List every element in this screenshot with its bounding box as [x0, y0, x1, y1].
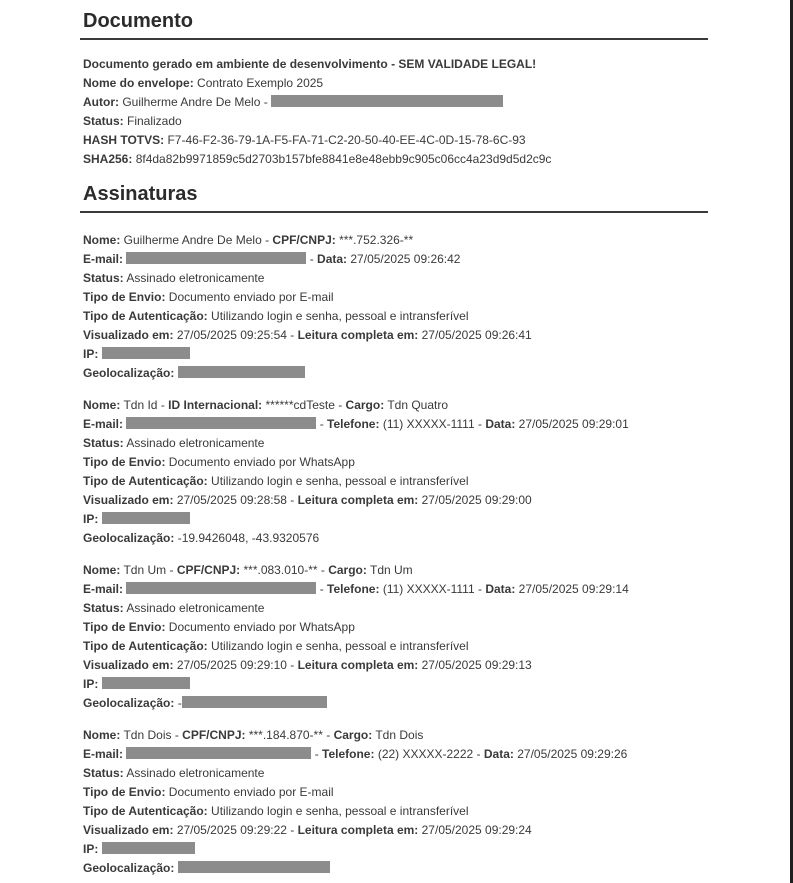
info-line: [80, 694, 708, 713]
field-value: ***.184.870-** -: [245, 728, 334, 742]
redacted-value: [102, 842, 195, 854]
field-label: Geolocalização:: [83, 531, 175, 545]
field-label: Status:: [83, 601, 124, 615]
signature-block: [80, 561, 708, 713]
field-label: IP:: [83, 677, 99, 691]
field-value: (11) XXXXX-1111 -: [379, 417, 486, 431]
field-value: -: [316, 582, 328, 596]
info-line: [80, 150, 708, 169]
info-line: [80, 288, 708, 307]
info-line: [80, 434, 708, 453]
field-label: Tipo de Envio:: [83, 620, 166, 634]
field-label: Nome do envelope:: [83, 76, 194, 90]
field-label: ID Internacional:: [168, 398, 263, 412]
field-value: Tdn Dois: [372, 728, 424, 742]
field-value: 27/05/2025 09:29:14: [515, 582, 629, 596]
field-label: Data:: [485, 417, 516, 431]
field-value: 27/05/2025 09:25:54 -: [173, 328, 298, 342]
field-label: Cargo:: [345, 398, 385, 412]
field-label: Telefone:: [327, 417, 380, 431]
field-label: Tipo de Autenticação:: [83, 309, 208, 323]
redacted-value: [102, 512, 190, 524]
field-value: (22) XXXXX-2222 -: [374, 747, 484, 761]
field-label: E-mail:: [83, 582, 124, 596]
info-line: [80, 269, 708, 288]
field-value: 27/05/2025 09:29:13: [418, 658, 532, 672]
info-line: [80, 396, 708, 415]
field-label: Telefone:: [322, 747, 375, 761]
field-label: Cargo:: [333, 728, 373, 742]
info-line: [80, 345, 708, 364]
field-label: Geolocalização:: [83, 366, 175, 380]
field-label: HASH TOTVS:: [83, 133, 165, 147]
info-line: [80, 618, 708, 637]
field-value: Utilizando login e senha, pessoal e intransferível: [207, 309, 469, 323]
signatures-section-rule: [80, 211, 708, 213]
field-value: -19.9426048, -43.9320576: [174, 531, 320, 545]
field-label: Leitura completa em:: [297, 493, 419, 507]
redacted-value: [271, 95, 503, 107]
document-info: [80, 55, 708, 169]
field-value: Assinado eletronicamente: [123, 766, 265, 780]
field-value: Guilherme Andre De Melo -: [120, 233, 273, 247]
info-line: [80, 510, 708, 529]
redacted-value: [126, 252, 306, 264]
field-label: CPF/CNPJ:: [182, 728, 246, 742]
field-value: 27/05/2025 09:28:58 -: [173, 493, 298, 507]
field-label: Status:: [83, 436, 124, 450]
document-section-title: Documento: [83, 10, 193, 32]
info-line: [80, 74, 708, 93]
field-label: Autor:: [83, 95, 119, 109]
field-label: Tipo de Autenticação:: [83, 474, 208, 488]
field-value: 27/05/2025 09:29:22 -: [173, 823, 298, 837]
field-label: Visualizado em:: [83, 658, 174, 672]
info-line: [80, 307, 708, 326]
signature-block: [80, 726, 708, 878]
redacted-value: [102, 347, 190, 359]
signatures-section: [80, 183, 708, 213]
signatures-section-title: Assinaturas: [83, 183, 198, 205]
field-value: Utilizando login e senha, pessoal e intransferível: [207, 639, 469, 653]
field-label: IP:: [83, 842, 99, 856]
field-value: -: [316, 417, 328, 431]
info-line: [80, 415, 708, 434]
field-label: Data:: [483, 747, 514, 761]
field-label: Visualizado em:: [83, 823, 174, 837]
field-value: Documento enviado por E-mail: [165, 785, 334, 799]
field-value: Assinado eletronicamente: [123, 601, 265, 615]
field-label: Cargo:: [328, 563, 367, 577]
field-value: -: [311, 747, 323, 761]
field-label: Tipo de Autenticação:: [83, 804, 208, 818]
field-value: Tdn Dois -: [120, 728, 183, 742]
info-line: [80, 250, 708, 269]
field-label: Leitura completa em:: [297, 658, 419, 672]
field-value: F7-46-F2-36-79-1A-F5-FA-71-C2-20-50-40-EE-4C-0D-15-78-6C-93: [164, 133, 526, 147]
field-value: Tdn Um: [366, 563, 413, 577]
field-value: 27/05/2025 09:29:24: [418, 823, 532, 837]
field-label: Tipo de Autenticação:: [83, 639, 208, 653]
field-value: -: [306, 252, 318, 266]
field-value: 8f4da82b9971859c5d2703b157bfe8841e8e48ebb9c905c06cc4a23d9d5d2c9c: [132, 152, 552, 166]
field-label: E-mail:: [83, 417, 124, 431]
field-label: CPF/CNPJ:: [272, 233, 336, 247]
info-line: [80, 580, 708, 599]
field-label: Nome:: [83, 728, 121, 742]
info-line: [80, 561, 708, 580]
field-label: Tipo de Envio:: [83, 785, 166, 799]
field-label: Telefone:: [327, 582, 380, 596]
field-value: 27/05/2025 09:26:42: [347, 252, 461, 266]
field-label: Data:: [317, 252, 348, 266]
field-value: ***.752.326-**: [335, 233, 414, 247]
field-value: Documento enviado por E-mail: [165, 290, 334, 304]
field-label: IP:: [83, 512, 99, 526]
info-line: [80, 131, 708, 150]
field-label: Tipo de Envio:: [83, 290, 166, 304]
field-label: IP:: [83, 347, 99, 361]
field-value: -: [174, 696, 182, 710]
field-label: Leitura completa em:: [297, 328, 419, 342]
redacted-value: [102, 677, 190, 689]
field-value: ***.083.010-** -: [240, 563, 329, 577]
field-label: Visualizado em:: [83, 493, 174, 507]
field-value: Tdn Um -: [120, 563, 177, 577]
field-label: Nome:: [83, 563, 121, 577]
field-label: Geolocalização:: [83, 861, 175, 875]
info-line: [80, 726, 708, 745]
field-value: Tdn Id -: [120, 398, 169, 412]
field-value: Utilizando login e senha, pessoal e intransferível: [207, 474, 469, 488]
info-line: [80, 326, 708, 345]
field-label: Geolocalização:: [83, 696, 175, 710]
field-value: Assinado eletronicamente: [123, 436, 265, 450]
info-line: [80, 364, 708, 383]
field-label: Tipo de Envio:: [83, 455, 166, 469]
redacted-value: [178, 861, 330, 873]
info-line: [80, 637, 708, 656]
field-value: Utilizando login e senha, pessoal e intransferível: [207, 804, 469, 818]
redacted-value: [182, 696, 327, 708]
signature-list: [80, 231, 708, 878]
field-value: (11) XXXXX-1111 -: [379, 582, 486, 596]
info-line: [80, 491, 708, 510]
info-line: [80, 529, 708, 548]
field-label: Status:: [83, 766, 124, 780]
redacted-value: [178, 366, 305, 378]
field-value: Finalizado: [123, 114, 182, 128]
info-line: [80, 472, 708, 491]
document-section-rule: [80, 38, 708, 40]
field-value: Guilherme Andre De Melo -: [119, 95, 272, 109]
info-line: [80, 231, 708, 250]
redacted-value: [126, 417, 316, 429]
info-line: [80, 675, 708, 694]
field-label: Documento gerado em ambiente de desenvolvimento - SEM VALIDADE LEGAL!: [83, 57, 537, 71]
info-line: [80, 112, 708, 131]
field-label: Data:: [485, 582, 516, 596]
info-line: [80, 453, 708, 472]
field-value: ******cdTeste -: [262, 398, 346, 412]
field-label: Visualizado em:: [83, 328, 174, 342]
field-value: Tdn Quatro: [384, 398, 449, 412]
info-line: [80, 840, 708, 859]
signature-block: [80, 396, 708, 548]
info-line: [80, 859, 708, 878]
field-label: E-mail:: [83, 747, 124, 761]
info-line: [80, 764, 708, 783]
field-label: Status:: [83, 271, 124, 285]
field-value: 27/05/2025 09:29:26: [513, 747, 628, 761]
info-line: [80, 599, 708, 618]
field-value: Documento enviado por WhatsApp: [165, 620, 355, 634]
field-value: 27/05/2025 09:29:00: [418, 493, 532, 507]
info-line: [80, 55, 708, 74]
info-line: [80, 745, 708, 764]
field-label: Leitura completa em:: [297, 823, 419, 837]
field-value: 27/05/2025 09:29:01: [515, 417, 629, 431]
page-content: [80, 10, 708, 883]
info-line: [80, 656, 708, 675]
field-value: Assinado eletronicamente: [123, 271, 265, 285]
redacted-value: [126, 582, 316, 594]
field-label: Nome:: [83, 233, 121, 247]
field-label: CPF/CNPJ:: [176, 563, 241, 577]
info-line: [80, 821, 708, 840]
signature-block: [80, 231, 708, 383]
field-label: Nome:: [83, 398, 121, 412]
field-label: Status:: [83, 114, 124, 128]
info-line: [80, 802, 708, 821]
redacted-value: [126, 747, 311, 759]
field-value: 27/05/2025 09:29:10 -: [173, 658, 298, 672]
field-value: Contrato Exemplo 2025: [193, 76, 324, 90]
field-label: SHA256:: [83, 152, 133, 166]
info-line: [80, 783, 708, 802]
field-label: E-mail:: [83, 252, 124, 266]
field-value: Documento enviado por WhatsApp: [165, 455, 355, 469]
field-value: 27/05/2025 09:26:41: [418, 328, 532, 342]
info-line: [80, 93, 708, 112]
